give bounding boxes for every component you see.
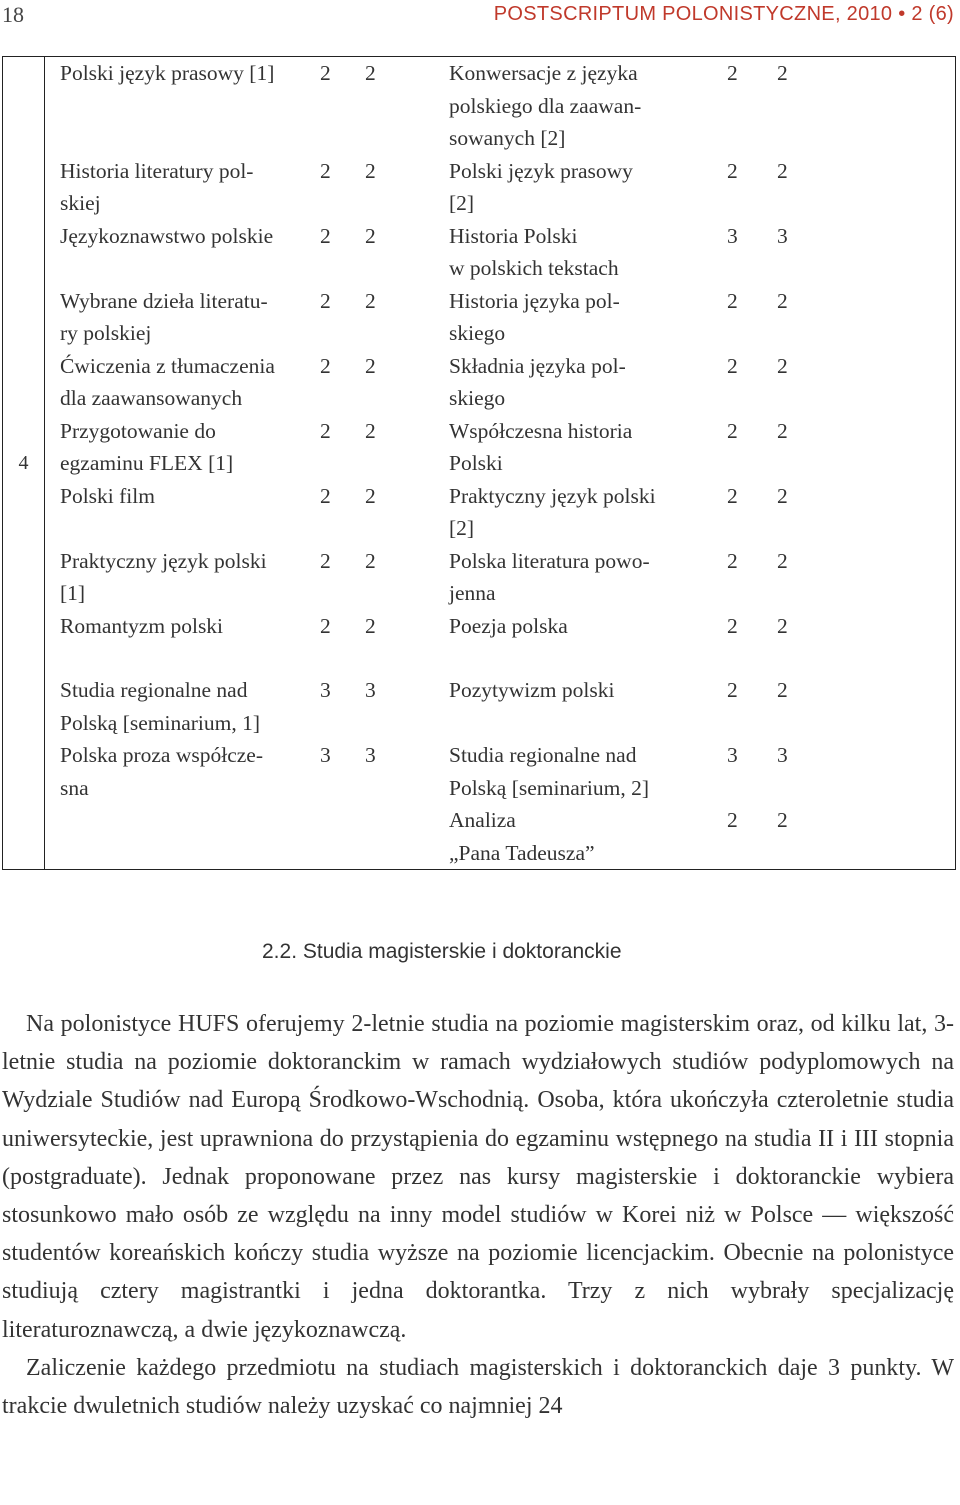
page-header (0, 0, 960, 30)
table-row (45, 577, 955, 610)
credits-value: 2 (777, 613, 788, 638)
credits-value: 2 (365, 158, 376, 183)
hours-value: 2 (727, 288, 738, 313)
hours-value: 2 (727, 483, 738, 508)
credits-value (777, 90, 837, 123)
hours-value: 2 (727, 61, 738, 85)
hours-value (320, 252, 365, 285)
hours-value: 2 (727, 418, 738, 443)
hours-value: 2 (727, 548, 738, 573)
course-name (45, 252, 320, 285)
hours-value: 2 (320, 483, 331, 508)
table-row (45, 772, 955, 805)
credits-value (777, 447, 837, 480)
credits-value (777, 317, 837, 350)
course-name: Przygotowanie do (60, 418, 216, 443)
hours-value (727, 317, 777, 350)
credits-value (365, 187, 449, 220)
credits-value: 2 (777, 158, 788, 183)
course-name: ry polskiej (60, 321, 152, 345)
course-name: Romantyzm polski (60, 613, 224, 638)
credits-value (777, 187, 837, 220)
course-name: polskiego dla zaawan- (449, 93, 642, 118)
credits-value: 2 (777, 548, 788, 573)
credits-value (365, 837, 449, 870)
hours-value (320, 707, 365, 740)
table-row (45, 512, 955, 545)
course-name: Polska literatura powo- (449, 548, 650, 573)
section-heading: 2.2. Studia magisterskie i doktoranckie (262, 940, 622, 963)
hours-value (320, 122, 365, 155)
hours-value (727, 122, 777, 155)
course-name: Polski język prasowy [1] (60, 61, 275, 85)
table-row (45, 382, 955, 415)
journal-title: POSTSCRIPTUM POLONISTYCZNE, 2010 • 2 (6) (493, 3, 954, 25)
table-row (45, 90, 955, 123)
hours-value: 2 (320, 223, 331, 248)
course-name: Studia regionalne nad (449, 743, 637, 767)
course-name: [1] (60, 581, 86, 605)
credits-value (777, 382, 837, 415)
course-list-cell (45, 57, 956, 870)
hours-value: 2 (320, 288, 331, 313)
course-name: Polska proza współcze- (60, 743, 263, 767)
paragraph-1: Na polonistyce HUFS oferujemy 2-letnie studia na poziomie magisterskim oraz, od kilku lat, 3-letnie studia na poziomie doktoranckim w ramach wydziałowych studiów podyplomowych na Wydziale Studiów nad Europą Środkowo-Wschodnią. Osoba, która ukończyła czteroletnie studia uniwersyteckie, jest uprawniona do przystąpienia do egzaminu wstępnego na studia II i III stopnia (postgraduate). Jednak proponowane przez nas kursy magisterskie i doktoranckie wybiera stosunkowo mało osób ze względu na inny model studiów w Korei niż w Polsce — większość studentów koreańskich kończy studia wyższe na poziomie licencjackim. Obecnie na polonistyce studiują cztery magistrantki i jedna doktorantka. Trzy z nich wybrały specjalizację literaturoznawczą, a dwie językoznawczą. (2, 1011, 954, 1343)
credits-value (777, 772, 837, 805)
course-name: Polski film (60, 483, 155, 508)
course-name: Studia regionalne nad (60, 678, 248, 702)
credits-value: 2 (777, 418, 788, 443)
course-name: Konwersacje z języka (449, 61, 638, 85)
credits-value: 3 (777, 223, 788, 248)
course-name: Analiza (449, 808, 516, 832)
hours-value: 2 (320, 61, 331, 85)
hours-value (727, 90, 777, 123)
course-name (449, 707, 727, 740)
credits-value: 2 (365, 288, 376, 313)
course-name (45, 837, 320, 870)
course-name: skiego (449, 321, 506, 345)
credits-value: 2 (777, 808, 788, 832)
credits-value (777, 577, 837, 610)
hours-value: 2 (727, 808, 738, 832)
course-name: egzaminu FLEX [1] (60, 451, 234, 475)
course-name: dla zaawansowanych (60, 386, 243, 410)
course-name: Polski język prasowy (449, 158, 633, 183)
course-name: Historia języka pol- (449, 288, 620, 313)
credits-value (777, 837, 837, 870)
hours-value (727, 772, 777, 805)
table-row (45, 285, 955, 318)
course-name: w polskich tekstach (449, 256, 619, 280)
course-name (45, 122, 320, 155)
credits-value (365, 122, 449, 155)
credits-value (777, 512, 837, 545)
hours-value: 3 (320, 678, 331, 702)
hours-value (320, 577, 365, 610)
hours-value (727, 187, 777, 220)
hours-value: 2 (727, 353, 738, 378)
hours-value: 2 (320, 548, 331, 573)
course-name: Językoznawstwo polskie (60, 223, 274, 248)
table-row (45, 187, 955, 220)
credits-value (365, 382, 449, 415)
course-name: Historia Polski (449, 223, 578, 248)
table-row (45, 610, 955, 643)
course-name: Polski (449, 451, 503, 475)
table-row (45, 837, 955, 870)
course-rows (45, 57, 955, 869)
hours-value (727, 382, 777, 415)
credits-value (365, 772, 449, 805)
year-label: 4 (18, 451, 29, 474)
credits-value: 3 (777, 743, 788, 767)
table-row (45, 122, 955, 155)
hours-value (320, 772, 365, 805)
table-row (45, 415, 955, 448)
course-name: jenna (449, 581, 496, 605)
table-row (45, 804, 955, 837)
hours-value (727, 577, 777, 610)
table-row (45, 220, 955, 253)
table-row (45, 447, 955, 480)
credits-value (777, 122, 837, 155)
course-name: Polską [seminarium, 2] (449, 775, 650, 800)
table-row (45, 57, 955, 90)
credits-value: 2 (365, 418, 376, 443)
table-row (45, 155, 955, 188)
credits-value: 2 (777, 353, 788, 378)
table-row (45, 739, 955, 772)
hours-value: 2 (727, 158, 738, 183)
table-row (45, 480, 955, 513)
credits-value (365, 512, 449, 545)
course-name: skiego (449, 386, 506, 410)
course-name: Składnia języka pol- (449, 353, 626, 378)
hours-value (727, 837, 777, 870)
hours-value (320, 804, 365, 837)
credits-value: 2 (365, 61, 376, 85)
hours-value: 2 (320, 418, 331, 443)
hours-value: 2 (727, 613, 738, 638)
credits-value (365, 707, 449, 740)
credits-value: 2 (365, 353, 376, 378)
hours-value: 2 (727, 678, 738, 702)
credits-value (777, 707, 837, 740)
credits-value: 2 (777, 61, 788, 85)
credits-value: 2 (777, 483, 788, 508)
table-row (45, 707, 955, 740)
credits-value (365, 804, 449, 837)
hours-value (320, 90, 365, 123)
course-name: Pozytywizm polski (449, 678, 615, 702)
table-row (45, 674, 955, 707)
hours-value (320, 447, 365, 480)
course-name: sna (60, 775, 89, 800)
course-name: skiej (60, 191, 101, 215)
hours-value: 2 (320, 158, 331, 183)
credits-value (777, 252, 837, 285)
hours-value (727, 447, 777, 480)
table-row (45, 545, 955, 578)
year-cell (3, 57, 45, 870)
credits-value (365, 317, 449, 350)
body-text (2, 1005, 954, 1425)
course-name: Praktyczny język polski (60, 548, 267, 573)
hours-value (320, 382, 365, 415)
course-name: Ćwiczenia z tłumaczenia (60, 353, 275, 378)
hours-value (320, 837, 365, 870)
course-name: Wybrane dzieła literatu- (60, 288, 268, 313)
credits-value: 2 (365, 223, 376, 248)
credits-value: 3 (365, 743, 376, 767)
credits-value (365, 252, 449, 285)
hours-value (727, 707, 777, 740)
hours-value (320, 512, 365, 545)
hours-value (320, 187, 365, 220)
course-name: [2] (449, 191, 475, 215)
credits-value: 2 (777, 288, 788, 313)
course-name: sowanych [2] (449, 126, 566, 150)
table-row (45, 317, 955, 350)
hours-value (320, 317, 365, 350)
course-name (45, 512, 320, 545)
course-name: Poezja polska (449, 613, 568, 638)
course-name: Polską [seminarium, 1] (60, 710, 261, 735)
credits-value: 2 (365, 483, 376, 508)
row-gap (45, 642, 955, 674)
hours-value (727, 512, 777, 545)
table-row (45, 252, 955, 285)
hours-value: 3 (727, 743, 738, 767)
hours-value: 3 (727, 223, 738, 248)
course-name: „Pana Tadeusza” (449, 840, 595, 865)
table-row (45, 350, 955, 383)
credits-value: 3 (365, 678, 376, 702)
course-name: Współczesna historia (449, 418, 633, 443)
hours-value: 2 (320, 613, 331, 638)
course-name (45, 90, 320, 123)
credits-value (365, 447, 449, 480)
course-name: Praktyczny język polski (449, 483, 656, 508)
credits-value (365, 577, 449, 610)
page-number: 18 (2, 2, 24, 27)
hours-value: 3 (320, 743, 331, 767)
paragraph-2: Zaliczenie każdego przedmiotu na studiach magisterskich i doktoranckich daje 3 punkty. W trakcie dwuletnich studiów należy uzyskać co najmniej 24 (2, 1354, 954, 1420)
credits-value: 2 (777, 678, 788, 702)
credits-value (365, 90, 449, 123)
course-table (2, 56, 956, 870)
hours-value (727, 252, 777, 285)
course-name: [2] (449, 516, 475, 540)
course-name: Historia literatury pol- (60, 158, 254, 183)
credits-value: 2 (365, 548, 376, 573)
hours-value: 2 (320, 353, 331, 378)
course-name (45, 804, 320, 837)
credits-value: 2 (365, 613, 376, 638)
